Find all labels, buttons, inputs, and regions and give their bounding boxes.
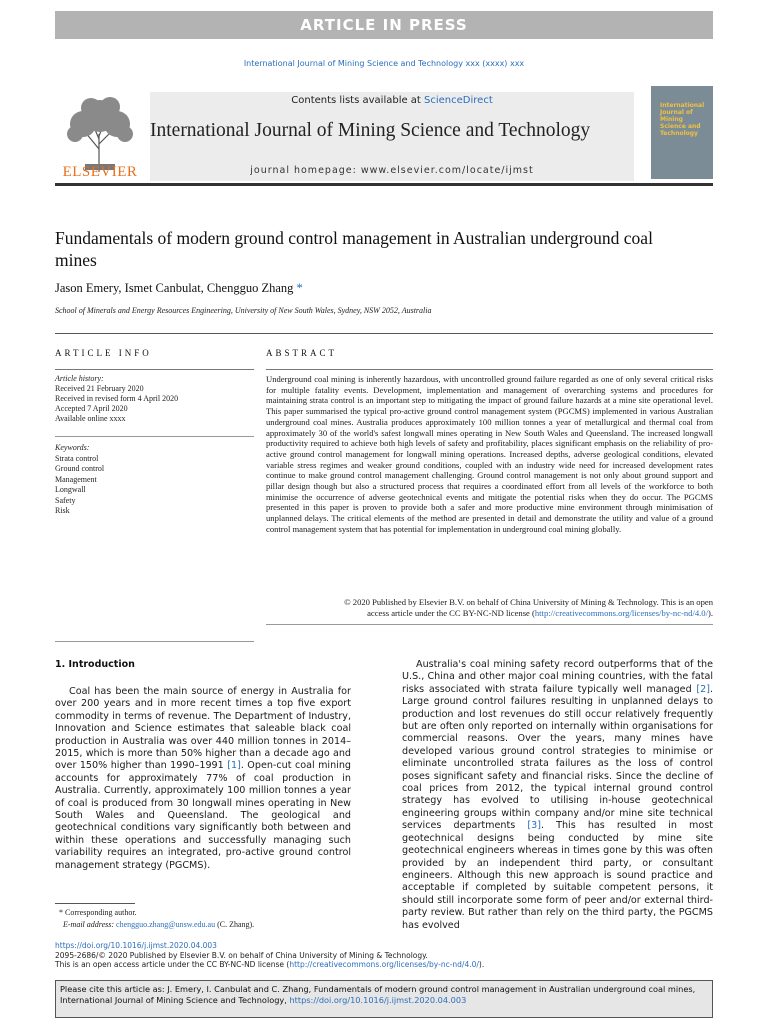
article-info-bottom-rule	[55, 641, 254, 642]
license-link[interactable]: http://creativecommons.org/licenses/by-nc-nd/4.0/	[289, 960, 479, 970]
copyright-line-2: access article under the CC BY-NC-ND license (	[367, 607, 535, 618]
body-column-right	[402, 659, 713, 932]
keyword-item: Risk	[55, 506, 70, 515]
masthead-rule	[55, 183, 713, 186]
article-title: Fundamentals of modern ground control management in Australian underground coal mines	[55, 228, 653, 270]
copyright-suffix: ).	[707, 607, 713, 618]
article-info-heading: ARTICLE INFO	[55, 348, 152, 358]
intro-text: Coal has been the main source of energy in Australia for over 200 years and in more recent times a top five export commodity in terms of revenue. The Department of Industry, Innovation and Science estimates that saleable black coal production in Australia was over 440 million tonnes in 2014–2015, which is more than 50% higher than a decade ago and over 150% higher than 1990–1991	[55, 686, 351, 772]
keywords	[55, 443, 104, 517]
keyword-item: Ground control	[55, 464, 105, 473]
email-link[interactable]: chengguo.zhang@unsw.edu.au	[116, 920, 216, 929]
keyword-item: Strata control	[55, 453, 99, 463]
article-info-rule	[55, 369, 254, 370]
keyword-item: Longwall	[55, 485, 86, 494]
history-item: Available online xxxx	[55, 414, 126, 423]
author-list	[55, 281, 303, 296]
contents-line	[150, 95, 634, 106]
footnote	[55, 907, 254, 931]
article-history	[55, 374, 178, 424]
authors: Jason Emery, Ismet Canbulat, Chengguo Zhang	[55, 281, 294, 295]
citation-link[interactable]: [2]	[696, 683, 710, 695]
keyword-item: Management	[55, 474, 97, 484]
abstract-heading: ABSTRACT	[266, 348, 338, 358]
intro-text: . This has resulted in most geotechnical designs being conducted by mine site geotechnical engineers whereas in times gone by this was often provided by an independent third party, or consultant engineers. Although this new approach is sound practice and acceptable if completed by suitable competent persons, it should still incorporate some form of peer and/or external third-party review. But rather than rely on the third party, the PGCMS has evolved	[402, 820, 714, 931]
email-owner: (C. Zhang).	[217, 920, 255, 929]
introduction-heading: 1. Introduction	[55, 659, 135, 670]
history-item: Accepted 7 April 2020	[55, 404, 128, 413]
keyword-item: Safety	[55, 495, 76, 505]
intro-text: . Large ground control failures resulting in unplanned delays to production and lost revenues do still occur relatively frequently but are often only reported on internally within organisations for commercial reasons. Over the years, many mines have developed various ground control strategies to minimise or eliminate uncontrolled strata failures as the loss of control poses significant safety and financial risks. Since the decline of coal prices from 2012, the typical internal ground control strategy has evolved to utilising in-house geotechnical engineering groups within company and/or mine site technical services departments	[402, 683, 713, 832]
journal-title: International Journal of Mining Science and Technology	[150, 120, 591, 141]
citation-link[interactable]: [1]	[227, 760, 241, 772]
cc-license-link[interactable]: http://creativecommons.org/licenses/by-nc-nd/4.0/	[534, 607, 708, 618]
body-column-left	[55, 686, 351, 872]
intro-text: . Open-cut coal mining accounts for approximately 77% of coal production in Australia. Currently, approximately 100 million tonnes a year of coal is produced from 30 longwall mines operating in New South Wales and Queensland. The geological and geotechnical conditions vary significantly both between and within these operations and successfully managing such variability requires an integrated, pro-active ground control management strategy (PGCMS).	[55, 760, 351, 871]
cite-this-article-box	[55, 980, 713, 1018]
journal-reference-link[interactable]: International Journal of Mining Science and Technology xxx (xxxx) xxx	[243, 59, 525, 68]
title-rule	[55, 333, 713, 334]
journal-homepage-link[interactable]: journal homepage: www.elsevier.com/locate/ijmst	[250, 165, 534, 176]
email-label: E-mail address:	[63, 920, 115, 929]
abstract-copyright	[266, 597, 713, 618]
footnote-rule	[55, 903, 135, 904]
issn-line: 2095-2686/© 2020 Published by Elsevier B.V. on behalf of China University of Mining & Technology.	[55, 950, 428, 960]
corresponding-author-mark[interactable]: *	[296, 281, 303, 295]
journal-cover-title: International Journal of Mining Science and Technology	[660, 102, 705, 137]
footnote-mark: *	[59, 908, 63, 917]
citation-link[interactable]: [3]	[527, 820, 541, 832]
history-item: Received in revised form 4 April 2020	[55, 394, 179, 403]
license-suffix: ).	[478, 960, 485, 970]
sciencedirect-link[interactable]: ScienceDirect	[424, 95, 493, 106]
abstract-rule	[266, 369, 713, 370]
abstract-bottom-rule	[266, 624, 713, 625]
doi-link[interactable]: https://doi.org/10.1016/j.ijmst.2020.04.003	[55, 941, 217, 950]
intro-text: Australia's coal mining safety record outperforms that of the U.S., China and other major coal mining countries, with the fatal risks associated with strata failure typically well managed	[402, 659, 713, 695]
abstract-text	[266, 374, 713, 535]
cite-doi-link[interactable]: https://doi.org/10.1016/j.ijmst.2020.04.003	[289, 995, 467, 1005]
history-item: Received 21 February 2020	[55, 384, 144, 393]
history-label: Article history:	[55, 374, 104, 383]
publisher-name: ELSEVIER	[62, 164, 138, 180]
license-line: This is an open access article under the CC BY-NC-ND license (	[55, 960, 290, 970]
corresponding-author-note: Corresponding author.	[65, 908, 137, 917]
affiliation: School of Minerals and Energy Resources Engineering, University of New South Wales, Sydney, NSW 2052, Australia	[55, 306, 432, 315]
keywords-rule	[55, 436, 254, 437]
doi-block	[55, 941, 484, 970]
cite-text: Please cite this article as: J. Emery, I. Canbulat and C. Zhang, Fundamentals of modern ground control management in Australian underground coal mines, International Journal of Mining Science and Technology,	[60, 984, 696, 1005]
copyright-line-1: © 2020 Published by Elsevier B.V. on behalf of China University of Mining & Technology. This is an open	[344, 597, 713, 607]
article-in-press-banner: ARTICLE IN PRESS	[55, 11, 713, 39]
abstract-paragraph: Underground coal mining is inherently hazardous, with uncontrolled ground failure regarded as one of only several critical risks for multiple fatality events. Development, implementation and management of overarching systems and procedures for maintaining strata control is an important step to mitigating the impact of ground failure hazards at a mine site operational level. This paper summarised the typical pro-active ground control management system (PGCMS) implemented in various Australian underground coal mines. Australia produces approximately 100 million tonnes a year of metallurgical and thermal coal from approximately 30 of the world's safest longwall mines operating in New South Wales and Queensland. The increased longwall productivity required to achieve both high levels of safety and profitability, places significant emphasis on the reliability of pro-active ground control management for longwall mining operations. Increased depths, adverse geological conditions, elevated variable stress regimes and weaker ground conditions, coupled with an industry wide need for increased development rates continue to make ground control management challenging. Ground control management is not only about ground support and pillar design though but also a structured process that requires a coordinated effort from all levels of the workforce to both minimise the occurrence of adverse geotechnical events and mitigate the potential risks when they do occur. The PGCMS presented in this paper is proven to provide both a safer and more productive mine environment through minimisation of unplanned delays. The critical elements of the method are presented in detail and demonstrate the utility and value of a ground control management system that has potential for implementation in underground coal mining globally.	[266, 374, 713, 534]
keywords-label: Keywords:	[55, 443, 90, 452]
contents-prefix: Contents lists available at	[291, 95, 425, 106]
